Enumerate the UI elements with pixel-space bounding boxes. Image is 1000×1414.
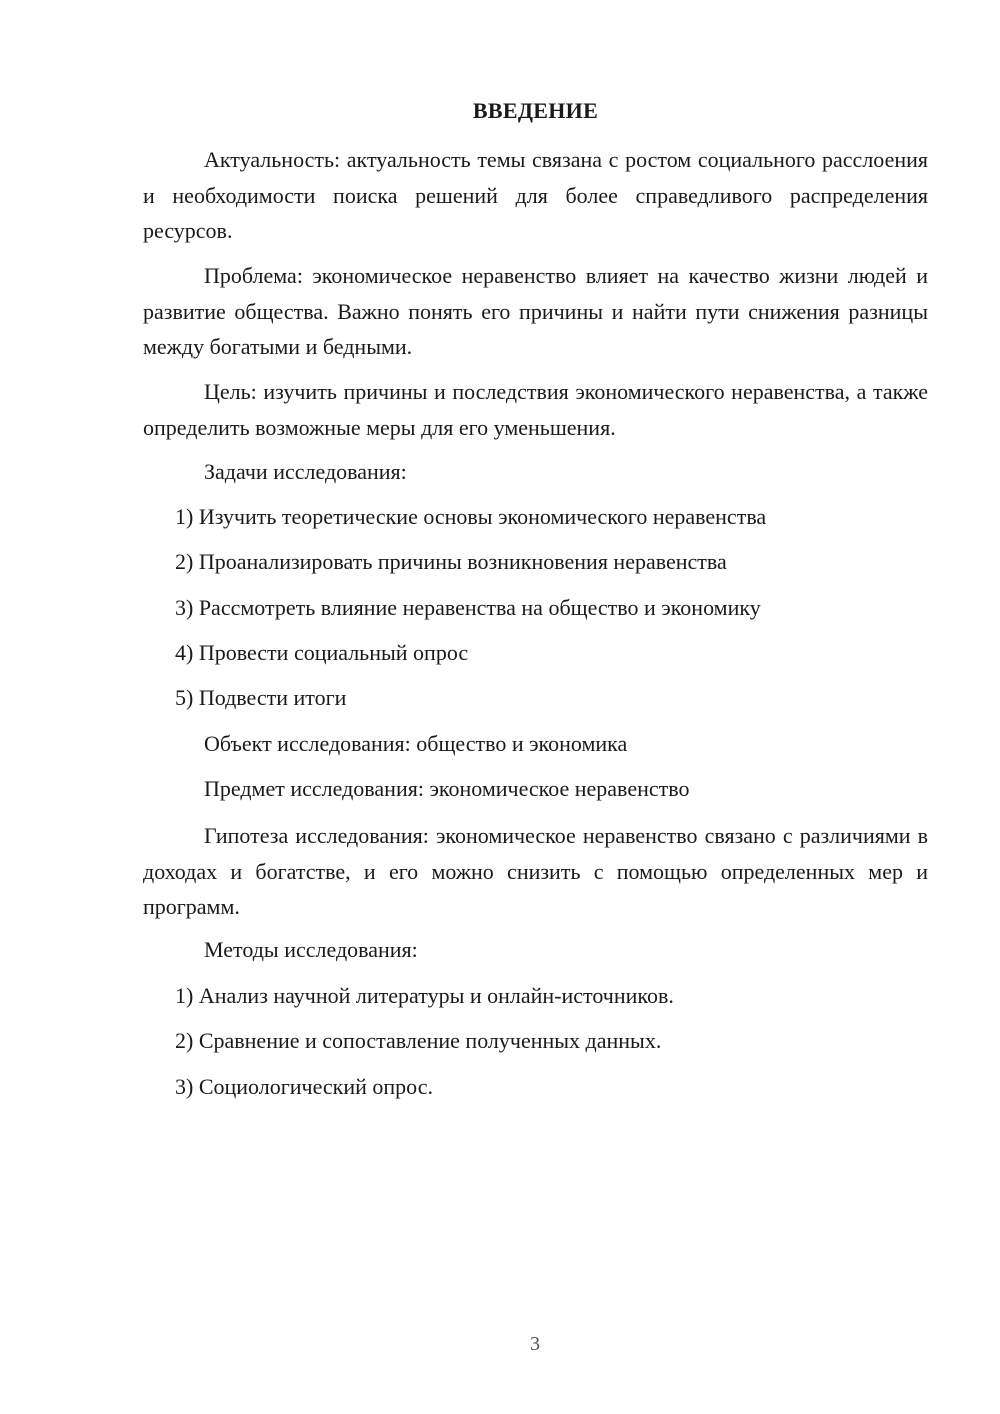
- relevance-text: Актуальность: актуальность темы связана с ростом социального расслоения и необходимости поиска решений для более справедливого распределения ресурсов.: [143, 147, 928, 243]
- problem-text: Проблема: экономическое неравенство влияет на качество жизни людей и развитие общества. Важно понять его причины и найти пути снижения разницы между богатыми и бедными.: [143, 263, 928, 359]
- method-item-1: 1) Анализ научной литературы и онлайн-источников.: [175, 983, 674, 1008]
- paragraph-hypothesis: [143, 818, 928, 925]
- object-line: Объект исследования: общество и экономика: [204, 731, 628, 756]
- task-item-1: 1) Изучить теоретические основы экономического неравенства: [175, 504, 767, 529]
- page-title: ВВЕДЕНИЕ: [472, 98, 599, 123]
- goal-text: Цель: изучить причины и последствия экономического неравенства, а также определить возможные меры для его уменьшения.: [143, 379, 928, 440]
- task-item-2: 2) Проанализировать причины возникновения неравенства: [175, 549, 727, 574]
- method-item-2: 2) Сравнение и сопоставление полученных данных.: [175, 1028, 662, 1053]
- tasks-heading: Задачи исследования:: [204, 459, 407, 484]
- paragraph-relevance: [143, 142, 928, 249]
- hypothesis-text: Гипотеза исследования: экономическое неравенство связано с различиями в доходах и богатстве, и его можно снизить с помощью определенных мер и программ.: [143, 823, 928, 919]
- method-item-3: 3) Социологический опрос.: [175, 1074, 433, 1099]
- page-number: 3: [530, 1333, 540, 1355]
- task-item-5: 5) Подвести итоги: [175, 685, 347, 710]
- methods-heading: Методы исследования:: [204, 937, 418, 962]
- paragraph-goal: [143, 374, 928, 445]
- paragraph-problem: [143, 258, 928, 365]
- task-item-4: 4) Провести социальный опрос: [175, 640, 469, 665]
- task-item-3: 3) Рассмотреть влияние неравенства на общество и экономику: [175, 595, 761, 620]
- subject-line: Предмет исследования: экономическое неравенство: [204, 776, 690, 801]
